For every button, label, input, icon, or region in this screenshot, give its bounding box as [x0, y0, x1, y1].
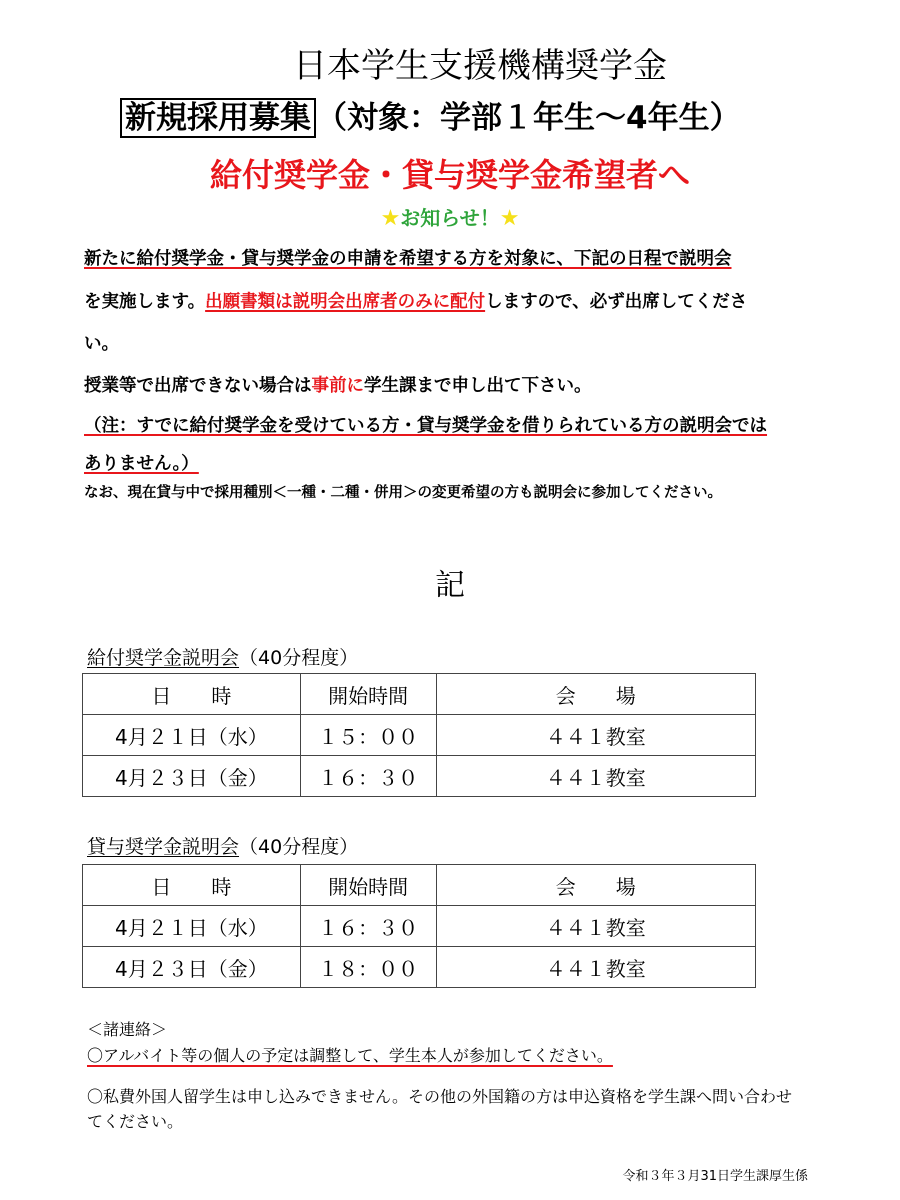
- body-line-6: ありません。）: [84, 454, 199, 474]
- body-line-2: を実施します。出願書類は説明会出席者のみに配付しますので、必ず出席してくださ: [84, 292, 748, 312]
- header-venue: 会 場: [436, 674, 756, 715]
- organization-title: 日本学生支援機構奨学金: [293, 46, 667, 86]
- notice-heading: [0, 202, 900, 231]
- cell-venue: ４４１教室: [436, 715, 756, 756]
- header-venue: 会 場: [436, 865, 756, 906]
- contact-item-2: 〇私費外国人留学生は申し込みできません。その他の外国籍の方は申込資格を学生課へ問い合わせてください。: [87, 1087, 792, 1131]
- cell-start-time: １６：３０: [300, 756, 436, 797]
- cell-venue: ４４１教室: [436, 947, 756, 988]
- body-line-1: 新たに給付奨学金・貸与奨学金の申請を希望する方を対象に、下記の日程で説明会: [84, 249, 732, 269]
- schedule-table-taiyo: [82, 864, 756, 988]
- contact-heading: ＜諸連絡＞: [87, 1020, 168, 1039]
- recruitment-title: [120, 92, 741, 137]
- header-date: 日 時: [83, 674, 301, 715]
- table-header-row: [83, 865, 756, 906]
- section-title-taiyo: 貸与奨学金説明会（40分程度）: [87, 836, 359, 858]
- cell-date: 4月２３日（金）: [83, 756, 301, 797]
- body-line-3: い。: [84, 334, 119, 354]
- table-row: [83, 906, 756, 947]
- ki-heading: 記: [435, 568, 465, 603]
- cell-date: 4月２３日（金）: [83, 947, 301, 988]
- recruitment-boxed-label: 新規採用募集: [120, 98, 316, 138]
- notice-label: お知らせ！: [400, 206, 500, 230]
- table-header-row: [83, 674, 756, 715]
- body-line-4: 授業等で出席できない場合は事前に学生課まで申し出て下さい。: [84, 376, 592, 396]
- contact-item-1: 〇アルバイト等の個人の予定は調整して、学生本人が参加してください。: [87, 1046, 613, 1065]
- cell-start-time: １８：００: [300, 947, 436, 988]
- table-row: [83, 947, 756, 988]
- table-row: [83, 715, 756, 756]
- footer-date-office: 令和３年３月31日学生課厚生係: [622, 1169, 808, 1184]
- body-line-5: （注：すでに給付奨学金を受けている方・貸与奨学金を借りられている方の説明会では: [84, 416, 768, 436]
- section-title-kyufu: 給付奨学金説明会（40分程度）: [87, 647, 359, 669]
- cell-venue: ４４１教室: [436, 756, 756, 797]
- cell-date: 4月２１日（水）: [83, 906, 301, 947]
- header-start-time: 開始時間: [300, 865, 436, 906]
- distribution-warning: 出願書類は説明会出席者のみに配付: [205, 292, 486, 312]
- cell-date: 4月２１日（水）: [83, 715, 301, 756]
- star-icon: ★: [380, 206, 401, 231]
- header-date: 日 時: [83, 865, 301, 906]
- table-row: [83, 756, 756, 797]
- body-line-7: なお、現在貸与中で採用種別＜一種・二種・併用＞の変更希望の方も説明会に参加してください。: [84, 485, 722, 501]
- cell-venue: ４４１教室: [436, 906, 756, 947]
- cell-start-time: １５：００: [300, 715, 436, 756]
- audience-title: 給付奨学金・貸与奨学金希望者へ: [209, 156, 690, 194]
- recruitment-target: （対象：学部１年生～4年生）: [316, 100, 741, 136]
- schedule-table-kyufu: [82, 673, 756, 797]
- star-icon: ★: [499, 206, 520, 231]
- header-start-time: 開始時間: [300, 674, 436, 715]
- cell-start-time: １６：３０: [300, 906, 436, 947]
- advance-notice-emphasis: 事前に: [311, 376, 364, 396]
